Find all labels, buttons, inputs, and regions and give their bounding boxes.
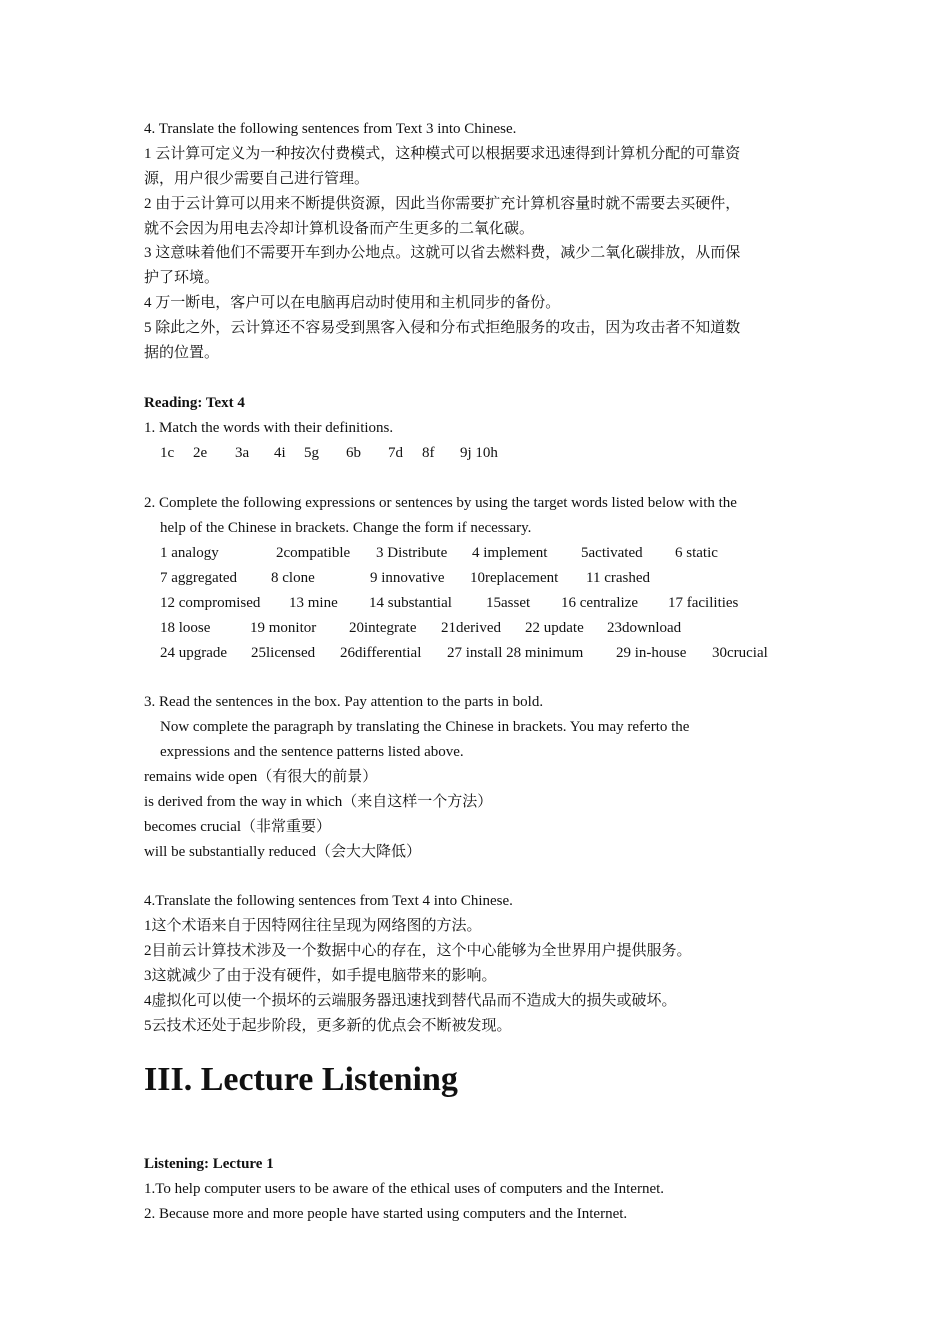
lecture1-title: Listening: Lecture 1 — [144, 1156, 274, 1172]
reading-text4-title: Reading: Text 4 — [144, 395, 245, 411]
ex2-word: 26differential — [340, 645, 422, 661]
ex2-word: 30crucial — [712, 645, 768, 661]
ex2-heading-cont: help of the Chinese in brackets. Change the form if necessary. — [160, 520, 532, 536]
ex2-row — [160, 618, 860, 638]
ex2-row — [160, 568, 860, 588]
ex2-word: 19 monitor — [250, 620, 317, 636]
ex1-answer: 8f — [422, 445, 435, 461]
ex2-word: 4 implement — [472, 545, 548, 561]
ex2-word: 23download — [607, 620, 682, 636]
ex1-answer: 5g — [304, 445, 319, 461]
text3-translate-line: 源，用户很少需要自己进行管理。 — [144, 171, 370, 187]
text3-translate-line: 5 除此之外，云计算还不容易受到黑客入侵和分布式拒绝服务的攻击，因为攻击者不知道数 — [144, 320, 741, 336]
ex3-answer: is derived from the way in which（来自这样一个方法） — [144, 794, 493, 810]
ex2-word: 21derived — [441, 620, 501, 636]
text3-translate-line: 护了环境。 — [144, 270, 220, 286]
ex4-heading: 4.Translate the following sentences from Text 4 into Chinese. — [144, 893, 513, 909]
text3-translate-line: 1 云计算可定义为一种按次付费模式，这种模式可以根据要求迅速得到计算机分配的可靠资 — [144, 146, 741, 162]
ex3-instruction: expressions and the sentence patterns listed above. — [160, 744, 464, 760]
ex2-word: 10replacement — [470, 570, 559, 586]
ex2-word: 12 compromised — [160, 595, 261, 611]
ex4-line: 5云技术还处于起步阶段，更多新的优点会不断被发现。 — [144, 1018, 512, 1034]
ex2-word: 13 mine — [289, 595, 338, 611]
ex2-heading: 2. Complete the following expressions or sentences by using the target words listed below with the — [144, 495, 737, 511]
ex2-word: 1 analogy — [160, 545, 219, 561]
section-heading: III. Lecture Listening — [144, 1061, 458, 1098]
text3-translate-line: 就不会因为用电去冷却计算机设备而产生更多的二氧化碳。 — [144, 221, 535, 237]
ex2-row — [160, 543, 860, 563]
ex2-word: 7 aggregated — [160, 570, 238, 586]
ex3-answer: remains wide open（有很大的前景） — [144, 769, 378, 785]
ex1-answer: 7d — [388, 445, 403, 461]
ex4-line: 2目前云计算技术涉及一个数据中心的存在，这个中心能够为全世界用户提供服务。 — [144, 943, 692, 959]
ex3-answer: becomes crucial（非常重要） — [144, 819, 332, 835]
ex2-word: 15asset — [486, 595, 531, 611]
ex2-word: 11 crashed — [586, 570, 650, 586]
ex2-word: 27 install 28 minimum — [447, 645, 584, 661]
ex4-line: 1这个术语来自于因特网往往呈现为网络图的方法。 — [144, 918, 482, 934]
ex2-word: 17 facilities — [668, 595, 739, 611]
ex1-answer: 4i — [274, 445, 286, 461]
ex1-heading: 1. Match the words with their definitions. — [144, 420, 394, 436]
text3-translate-line: 据的位置。 — [144, 345, 220, 361]
ex1-answer: 6b — [346, 445, 361, 461]
ex1-answer: 2e — [193, 445, 208, 461]
ex2-word: 8 clone — [271, 570, 315, 586]
text3-translate-heading: 4. Translate the following sentences from Text 3 into Chinese. — [144, 121, 517, 137]
ex2-word: 2compatible — [276, 545, 351, 561]
ex3-instruction: Now complete the paragraph by translating the Chinese in brackets. You may referto the — [160, 719, 690, 735]
ex2-word: 24 upgrade — [160, 645, 228, 661]
ex2-word: 20integrate — [349, 620, 417, 636]
ex2-word: 16 centralize — [561, 595, 639, 611]
ex4-line: 4虚拟化可以使一个损坏的云端服务器迅速找到替代品而不造成大的损失或破坏。 — [144, 993, 677, 1009]
ex1-answer: 1c — [160, 445, 175, 461]
ex2-word: 5activated — [581, 545, 643, 561]
ex2-word: 18 loose — [160, 620, 211, 636]
ex2-row — [160, 593, 860, 613]
ex1-answers-row — [160, 443, 860, 463]
ex3-answer: will be substantially reduced（会大大降低） — [144, 844, 422, 860]
ex2-word: 3 Distribute — [376, 545, 448, 561]
ex2-word: 22 update — [525, 620, 584, 636]
ex3-heading: 3. Read the sentences in the box. Pay attention to the parts in bold. — [144, 694, 544, 710]
text3-translate-line: 2 由于云计算可以用来不断提供资源，因此当你需要扩充计算机容量时就不需要去买硬件， — [144, 196, 741, 212]
ex2-word: 25licensed — [251, 645, 316, 661]
ex2-word: 29 in-house — [616, 645, 687, 661]
lecture1-line: 2. Because more and more people have started using computers and the Internet. — [144, 1206, 628, 1222]
ex2-row — [160, 643, 860, 663]
text3-translate-line: 3 这意味着他们不需要开车到办公地点。这就可以省去燃料费，减少二氧化碳排放，从而保 — [144, 245, 741, 261]
text3-translate-line: 4 万一断电，客户可以在电脑再启动时使用和主机同步的备份。 — [144, 295, 561, 311]
ex1-answer: 9j 10h — [460, 445, 498, 461]
ex2-word: 14 substantial — [369, 595, 452, 611]
ex4-line: 3这就减少了由于没有硬件，如手提电脑带来的影响。 — [144, 968, 497, 984]
ex2-word: 6 static — [675, 545, 718, 561]
ex1-answer: 3a — [235, 445, 250, 461]
lecture1-line: 1.To help computer users to be aware of the ethical uses of computers and the Internet. — [144, 1181, 665, 1197]
ex2-word: 9 innovative — [370, 570, 445, 586]
